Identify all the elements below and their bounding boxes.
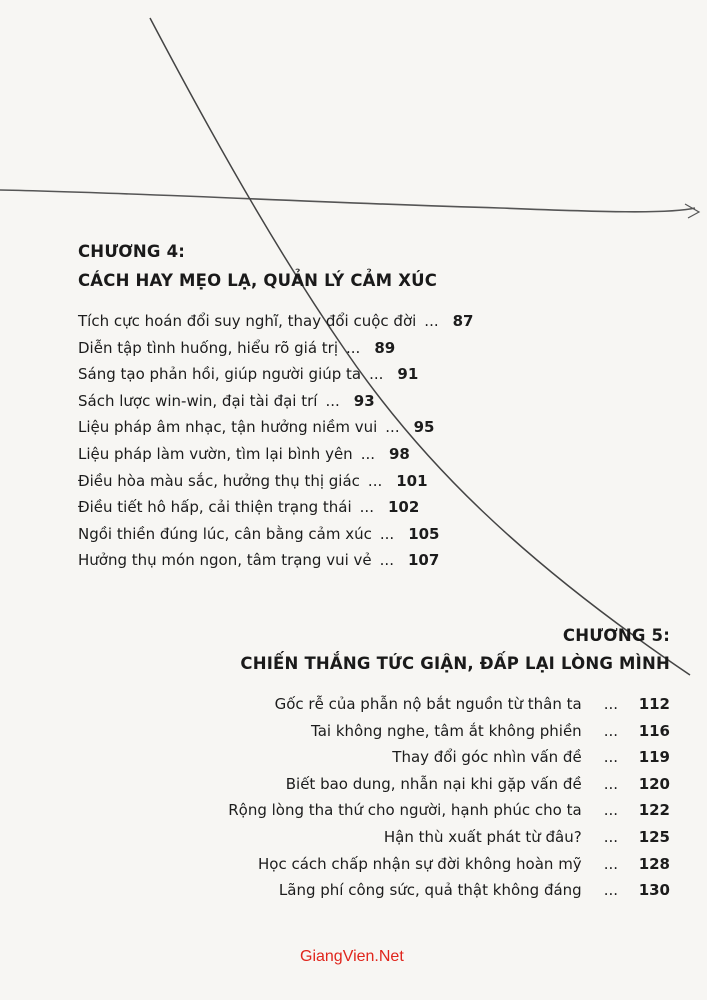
entry-title: Sách lược win-win, đại tài đại trí	[78, 391, 318, 410]
entry-dots: ...	[367, 471, 383, 490]
entry-page: 120	[638, 774, 670, 793]
toc-entry[interactable]	[170, 851, 670, 878]
entry-dots: ...	[603, 695, 618, 713]
chapter-5-title: CHIẾN THẮNG TỨC GIẬN, ĐẤP LẠI LÒNG MÌNH	[240, 654, 670, 673]
entry-title: Điều hòa màu sắc, hưởng thụ thị giác	[78, 471, 360, 490]
entry-dots: ...	[325, 391, 340, 410]
entry-dots: ...	[360, 444, 375, 463]
entry-dots: ...	[603, 774, 618, 793]
toc-entry[interactable]	[78, 468, 473, 495]
toc-entry[interactable]	[170, 877, 670, 904]
toc-entry[interactable]	[78, 308, 473, 335]
watermark-text[interactable]: GiangVien.Net	[300, 948, 404, 965]
entry-dots: ...	[424, 312, 439, 330]
entry-page: 119	[638, 748, 670, 767]
entry-dots: ...	[603, 881, 618, 900]
entry-dots: ...	[603, 801, 618, 820]
entry-title: Hưởng thụ món ngon, tâm trạng vui vẻ	[78, 551, 372, 570]
chapter-4-label: CHƯƠNG 4:	[78, 242, 186, 261]
entry-page: 102	[387, 498, 420, 517]
toc-entry[interactable]	[78, 547, 473, 574]
entry-dots: ...	[379, 524, 395, 543]
entry-dots: ...	[385, 418, 400, 437]
toc-entry[interactable]	[170, 771, 670, 798]
entry-page: 95	[413, 418, 435, 437]
entry-title: Lãng phí công sức, quả thật không đáng	[278, 881, 582, 900]
toc-entry[interactable]	[78, 335, 473, 362]
entry-page: 107	[407, 551, 440, 570]
entry-page: 128	[638, 854, 670, 873]
entry-page: 112	[638, 695, 670, 713]
toc-entry[interactable]	[78, 441, 473, 468]
entry-dots: ...	[379, 551, 394, 570]
entry-title: Biết bao dung, nhẫn nại khi gặp vấn đề	[285, 774, 582, 793]
entry-page: 91	[397, 365, 419, 384]
entry-page: 93	[353, 391, 375, 410]
chapter-4-toc	[78, 308, 473, 574]
entry-title: Diễn tập tình huống, hiểu rõ giá trị	[78, 338, 338, 357]
entry-title: Sáng tạo phản hồi, giúp người giúp ta	[78, 365, 362, 384]
entry-title: Hận thù xuất phát từ đâu?	[383, 827, 582, 846]
toc-entry[interactable]	[78, 521, 473, 548]
entry-dots: ...	[603, 748, 618, 767]
entry-page: 125	[638, 827, 670, 846]
entry-title: Liệu pháp làm vườn, tìm lại bình yên	[78, 444, 353, 463]
entry-page: 116	[638, 721, 670, 740]
entry-title: Học cách chấp nhận sự đời không hoàn mỹ	[258, 854, 582, 873]
toc-entry[interactable]	[78, 494, 473, 521]
toc-entry[interactable]	[170, 824, 670, 851]
entry-page: 130	[638, 881, 670, 900]
toc-entry[interactable]	[170, 691, 670, 718]
entry-title: Tích cực hoán đổi suy nghĩ, thay đổi cuộc đời	[78, 312, 417, 330]
entry-title: Thay đổi góc nhìn vấn đề	[392, 748, 582, 767]
entry-page: 105	[408, 524, 440, 543]
entry-title: Điều tiết hô hấp, cải thiện trạng thái	[78, 498, 352, 517]
entry-page: 101	[396, 471, 428, 490]
toc-entry[interactable]	[78, 414, 473, 441]
entry-dots: ...	[603, 854, 618, 873]
toc-entry[interactable]	[78, 361, 473, 388]
entry-dots: ...	[346, 338, 361, 357]
entry-title: Ngồi thiền đúng lúc, cân bằng cảm xúc	[78, 524, 372, 543]
chapter-4-title: CÁCH HAY MẸO LẠ, QUẢN LÝ CẢM XÚC	[78, 271, 438, 290]
toc-entry[interactable]	[170, 797, 670, 824]
toc-entry[interactable]	[170, 744, 670, 771]
entry-page: 87	[452, 312, 474, 330]
entry-dots: ...	[603, 721, 618, 740]
entry-title: Tai không nghe, tâm ắt không phiền	[311, 721, 582, 740]
entry-page: 122	[638, 801, 670, 820]
entry-page: 98	[389, 444, 410, 463]
toc-entry[interactable]	[78, 388, 473, 415]
chapter-5-label: CHƯƠNG 5:	[562, 626, 670, 645]
chapter-5-toc	[170, 691, 670, 904]
entry-title: Rộng lòng tha thứ cho người, hạnh phúc cho ta	[228, 801, 582, 820]
toc-entry[interactable]	[170, 718, 670, 745]
entry-title: Gốc rễ của phẫn nộ bắt nguồn từ thân ta	[274, 695, 582, 713]
entry-dots: ...	[603, 827, 618, 846]
entry-dots: ...	[359, 498, 374, 517]
entry-title: Liệu pháp âm nhạc, tận hưởng niềm vui	[78, 418, 378, 437]
entry-page: 89	[374, 338, 396, 357]
entry-dots: ...	[369, 365, 384, 384]
